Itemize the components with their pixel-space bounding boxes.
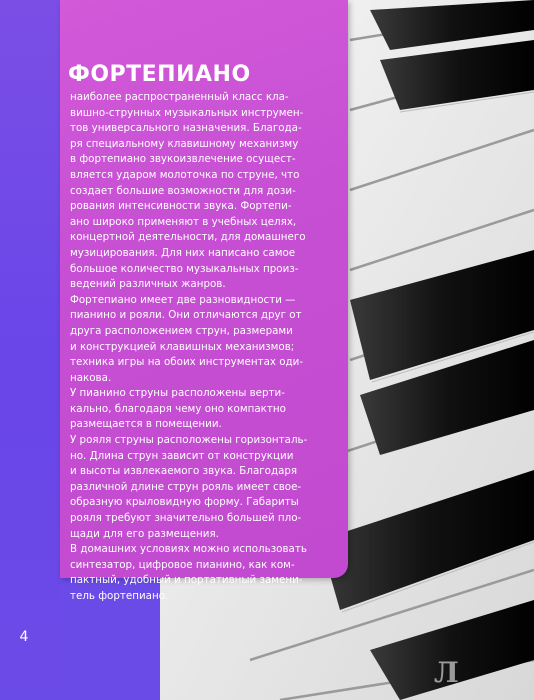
text-line: пианино и рояли. Они отличаются друг от bbox=[70, 309, 302, 322]
text-line: тов универсального назначения. Благода- bbox=[70, 122, 302, 135]
text-line: В домашних условиях можно использовать bbox=[70, 543, 307, 556]
page-number: 4 bbox=[19, 629, 29, 645]
text-line: и конструкцией клавишных механизмов; bbox=[70, 340, 295, 353]
text-line: техника игры на обоих инструментах оди- bbox=[70, 356, 304, 369]
text-line: ведений различных жанров. bbox=[70, 278, 226, 291]
text-line: создает большие возможности для дози- bbox=[70, 184, 296, 197]
text-line: У пианино струны расположены верти- bbox=[70, 387, 285, 400]
text-line: рояля требуют значительно большей пло- bbox=[70, 512, 302, 525]
publisher-watermark bbox=[434, 656, 526, 692]
text-line: ано широко применяют в учебных целях, bbox=[70, 215, 297, 228]
text-line: Фортепиано имеет две разновидности — bbox=[70, 293, 296, 306]
watermark-logo: Л bbox=[434, 656, 459, 689]
text-line: но. Длина струн зависит от конструкции bbox=[70, 449, 294, 462]
text-line: в фортепиано звукоизвлечение осущест- bbox=[70, 153, 296, 166]
text-line: наиболее распространенный класс кла- bbox=[70, 91, 289, 103]
text-line: размещается в помещении. bbox=[70, 418, 222, 431]
text-line: накова. bbox=[70, 371, 112, 384]
text-line: У рояля струны расположены горизонталь- bbox=[70, 434, 308, 447]
text-line: щади для его размещения. bbox=[70, 527, 219, 540]
text-line: тель фортепиано. bbox=[70, 590, 169, 602]
text-line: друга расположением струн, размерами bbox=[70, 324, 293, 337]
text-line: вишно-струнных музыкальных инструмен- bbox=[70, 106, 304, 119]
text-line: образную крыловидную форму. Габариты bbox=[70, 496, 299, 509]
left-violet-strip bbox=[0, 0, 60, 700]
text-line: рования интенсивности звука. Фортепи- bbox=[70, 200, 292, 213]
text-line: большое количество музыкальных произ- bbox=[70, 262, 299, 275]
body-text bbox=[70, 90, 342, 605]
text-line: пактный, удобный и портативный замени- bbox=[70, 574, 303, 587]
text-line: кально, благодаря чему оно компактно bbox=[70, 402, 286, 415]
text-line: синтезатор, цифровое пианино, как ком- bbox=[70, 558, 295, 571]
page-title: ФОРТЕПИАНО bbox=[68, 62, 251, 87]
text-line: ря специальному клавишному механизму bbox=[70, 137, 299, 150]
text-line: и высоты извлекаемого звука. Благодаря bbox=[70, 465, 298, 478]
text-line: музицирования. Для них написано самое bbox=[70, 246, 296, 259]
text-line: концертной деятельности, для домашнего bbox=[70, 231, 306, 244]
text-line: вляется ударом молоточка по струне, что bbox=[70, 168, 300, 181]
text-line: различной длине струн рояль имеет свое- bbox=[70, 480, 302, 493]
